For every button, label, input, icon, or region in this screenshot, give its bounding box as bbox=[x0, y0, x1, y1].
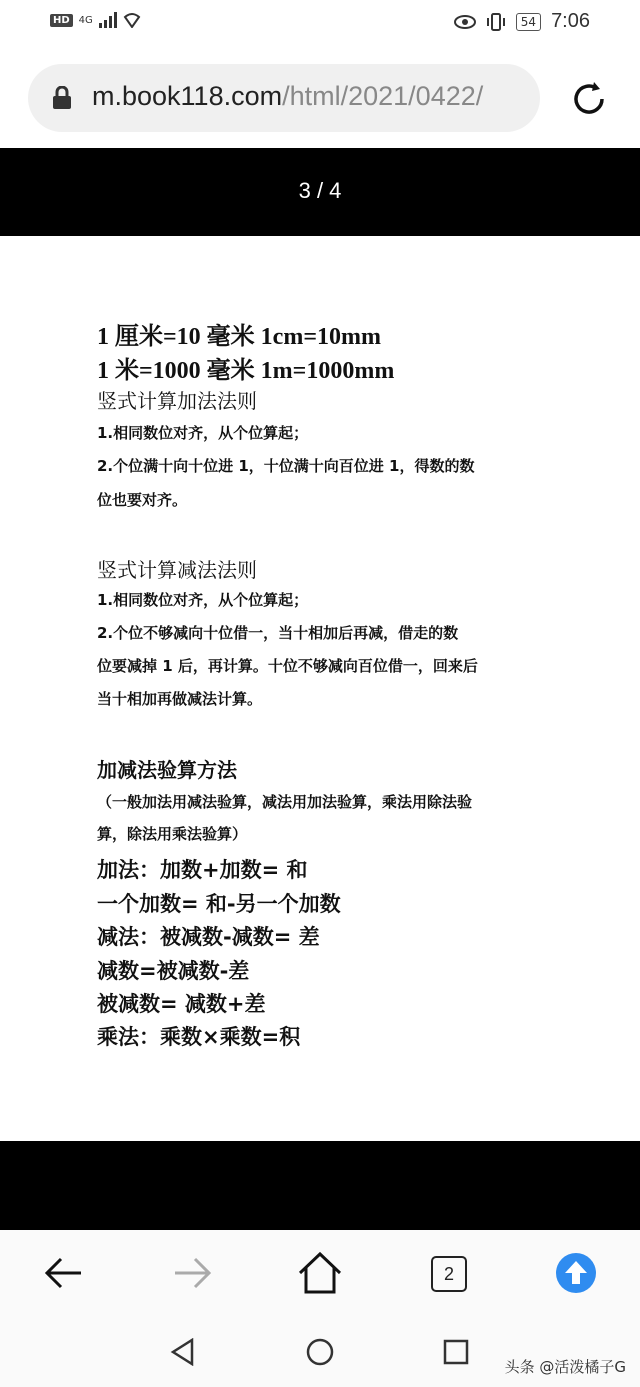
vibrate-icon bbox=[486, 12, 506, 32]
document-page bbox=[0, 236, 640, 1141]
watermark: 头条 @活泼橘子G bbox=[504, 1358, 626, 1376]
url-text[interactable] bbox=[92, 81, 483, 112]
home-icon[interactable] bbox=[297, 1250, 343, 1296]
subtraction-rule-1: 1.相同数位对齐，从个位算起； bbox=[97, 591, 309, 609]
signal-label: 4G bbox=[78, 14, 93, 26]
formula-subtraction: 减法：被减数-减数= 差 bbox=[97, 925, 320, 949]
url-host: m.book118.com bbox=[92, 81, 283, 111]
signal-icon bbox=[99, 12, 117, 28]
clock: 7:06 bbox=[551, 10, 590, 32]
browser-toolbar bbox=[0, 1230, 640, 1316]
nav-back-icon[interactable] bbox=[170, 1338, 196, 1366]
doc-line-cm: 1 厘米=10 毫米 1cm=10mm bbox=[97, 324, 381, 350]
subtraction-rule-2c: 当十相加再做减法计算。 bbox=[97, 690, 263, 708]
reload-icon[interactable] bbox=[566, 76, 612, 122]
subtraction-rule-2b: 位要减掉 1 后，再计算。十位不够减向百位借一，回来后 bbox=[97, 657, 478, 675]
wifi-icon bbox=[123, 12, 141, 28]
heading-addition: 竖式计算加法法则 bbox=[97, 389, 257, 413]
nav-recents-icon[interactable] bbox=[443, 1339, 469, 1365]
eye-icon bbox=[454, 14, 476, 30]
formula-minuend: 被减数= 减数+差 bbox=[97, 992, 266, 1016]
page-indicator: 3 / 4 bbox=[298, 178, 342, 203]
check-note-a: （一般加法用减法验算，减法用加法验算，乘法用除法验 bbox=[97, 793, 473, 811]
upload-button[interactable] bbox=[556, 1253, 596, 1293]
addition-rule-1: 1.相同数位对齐，从个位算起； bbox=[97, 424, 309, 442]
heading-subtraction: 竖式计算减法法则 bbox=[97, 558, 257, 582]
back-arrow-icon[interactable] bbox=[41, 1250, 87, 1296]
up-arrow-icon bbox=[556, 1253, 596, 1293]
formula-addition: 加法：加数+加数= 和 bbox=[97, 858, 308, 882]
viewer-footer bbox=[0, 1141, 640, 1230]
viewer-header bbox=[0, 148, 640, 236]
doc-line-m: 1 米=1000 毫米 1m=1000mm bbox=[97, 358, 395, 384]
addition-rule-2a: 2.个位满十向十位进 1，十位满十向百位进 1，得数的数 bbox=[97, 457, 475, 475]
status-right bbox=[454, 10, 590, 33]
heading-check: 加减法验算方法 bbox=[97, 758, 237, 782]
nav-home-icon[interactable] bbox=[305, 1337, 335, 1367]
subtraction-rule-2a: 2.个位不够减向十位借一，当十相加后再减，借走的数 bbox=[97, 624, 459, 642]
forward-arrow-icon[interactable] bbox=[169, 1250, 215, 1296]
lock-icon bbox=[52, 86, 72, 110]
tab-switcher-button[interactable]: 2 bbox=[431, 1256, 467, 1292]
addition-rule-2b: 位也要对齐。 bbox=[97, 491, 188, 509]
status-bar bbox=[0, 0, 640, 48]
battery-indicator: 54 bbox=[516, 13, 541, 31]
formula-addend: 一个加数= 和-另一个加数 bbox=[97, 892, 341, 916]
url-path: /html/2021/0422/ bbox=[282, 81, 484, 111]
hd-badge: HD bbox=[50, 14, 73, 27]
status-left bbox=[50, 12, 141, 28]
address-bar[interactable] bbox=[28, 64, 540, 132]
formula-multiplication: 乘法：乘数×乘数=积 bbox=[97, 1025, 301, 1049]
formula-subtrahend: 减数=被减数-差 bbox=[97, 959, 250, 983]
check-note-b: 算，除法用乘法验算） bbox=[97, 825, 248, 843]
